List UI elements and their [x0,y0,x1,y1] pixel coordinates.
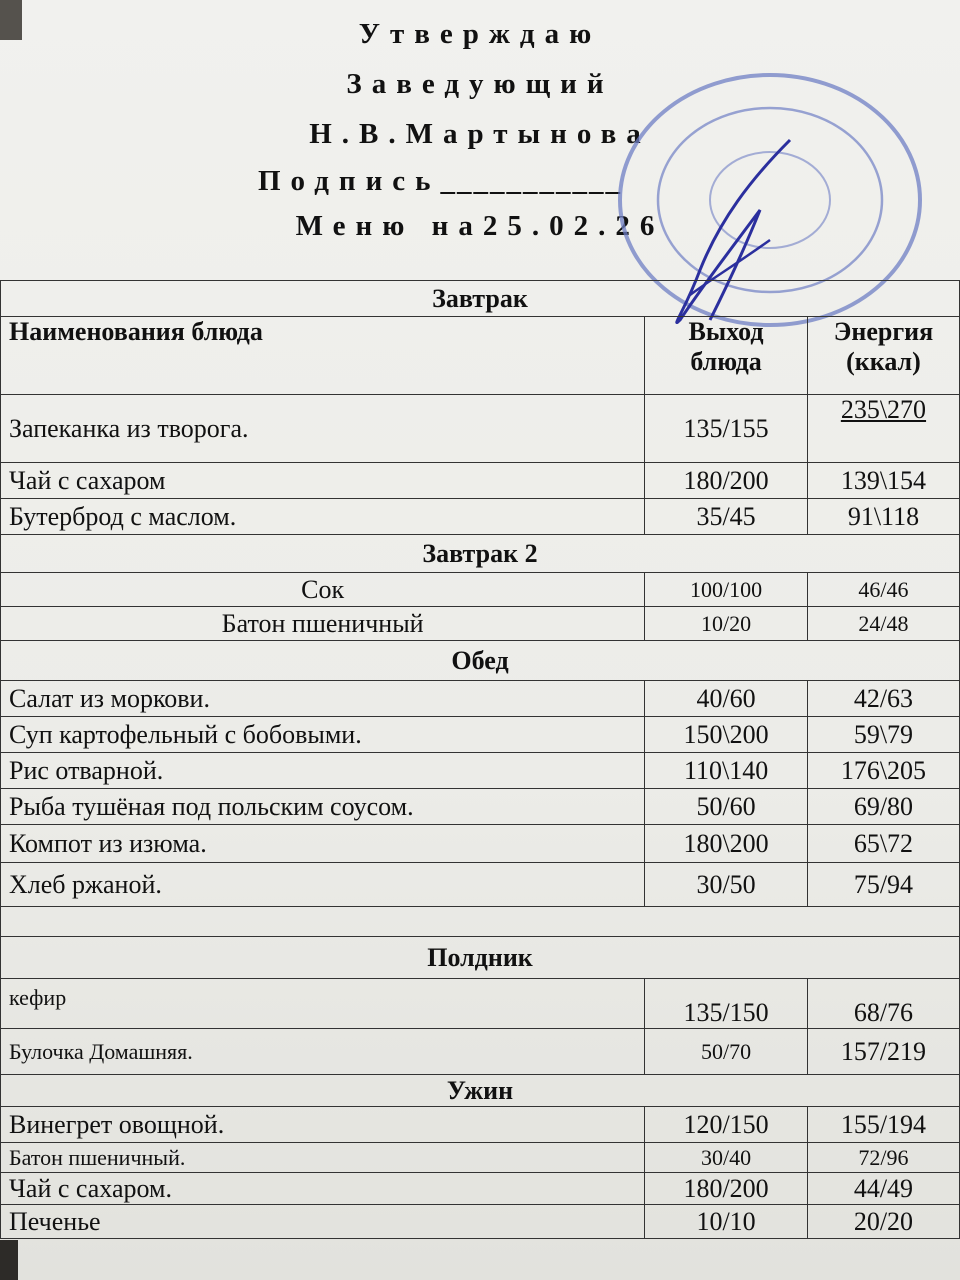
dish-name: Батон пшеничный. [1,1143,645,1173]
dish-energy: 46/46 [807,573,959,607]
column-header-yield: Выход блюда [645,317,808,395]
table-row [1,1143,960,1173]
dish-name: Печенье [1,1205,645,1239]
table-row [1,1205,960,1239]
dish-name: Рыба тушёная под польским соусом. [1,789,645,825]
dish-yield: 40/60 [645,681,808,717]
dish-energy: 69/80 [807,789,959,825]
dish-name: Чай с сахаром [1,463,645,499]
table-row [1,463,960,499]
empty-row [1,907,960,937]
dish-yield: 50/70 [645,1029,808,1075]
dish-name: Суп картофельный с бобовыми. [1,717,645,753]
dish-energy: 91\118 [807,499,959,535]
table-row [1,979,960,1029]
dish-yield: 10/10 [645,1205,808,1239]
background-edge [0,1240,18,1280]
dish-energy: 20/20 [807,1205,959,1239]
table-row [1,863,960,907]
column-header-name: Наименования блюда [1,317,645,395]
section-title-snack: Полдник [1,937,960,979]
dish-energy: 24/48 [807,607,959,641]
approve-label: Утверждаю [358,18,602,50]
dish-energy: 235\270 [807,395,959,463]
signature-line: Подпись___________ [257,165,623,197]
dish-name: Сок [1,573,645,607]
dish-yield: 100/100 [645,573,808,607]
table-header [1,317,960,395]
table-row [1,1173,960,1205]
dish-name: Винегрет овощной. [1,1107,645,1143]
dish-name: Компот из изюма. [1,825,645,863]
dish-yield: 10/20 [645,607,808,641]
table-row [1,717,960,753]
dish-name: Хлеб ржаной. [1,863,645,907]
section-title-breakfast: Завтрак [1,281,960,317]
table-row [1,573,960,607]
table-row [1,499,960,535]
dish-yield: 30/40 [645,1143,808,1173]
table-row [1,395,960,463]
dish-yield: 180/200 [645,1173,808,1205]
table-row [1,789,960,825]
dish-yield: 35/45 [645,499,808,535]
dish-yield: 180\200 [645,825,808,863]
section-title-dinner: Ужин [1,1075,960,1107]
dish-energy: 68/76 [807,979,959,1029]
dish-yield: 50/60 [645,789,808,825]
table-row [1,681,960,717]
dish-name: Салат из моркови. [1,681,645,717]
menu-title: Меню на25.02.26 [295,210,665,242]
dish-name: Рис отварной. [1,753,645,789]
dish-energy: 176\205 [807,753,959,789]
dish-name: Чай с сахаром. [1,1173,645,1205]
dish-name: Запеканка из творога. [1,395,645,463]
dish-energy: 72/96 [807,1143,959,1173]
dish-energy: 75/94 [807,863,959,907]
dish-energy: 65\72 [807,825,959,863]
dish-energy: 59\79 [807,717,959,753]
dish-name: кефир [1,979,645,1029]
dish-energy: 139\154 [807,463,959,499]
dish-yield: 150\200 [645,717,808,753]
dish-yield: 180/200 [645,463,808,499]
dish-yield: 30/50 [645,863,808,907]
dish-yield: 120/150 [645,1107,808,1143]
dish-energy: 155/194 [807,1107,959,1143]
dish-name: Булочка Домашняя. [1,1029,645,1075]
table-row [1,1029,960,1075]
table-row [1,607,960,641]
position-label: Заведующий [346,68,614,100]
dish-energy: 44/49 [807,1173,959,1205]
manager-name: Н.В.Мартынова [309,118,651,150]
dish-energy: 42/63 [807,681,959,717]
dish-name: Батон пшеничный [1,607,645,641]
dish-yield: 135/150 [645,979,808,1029]
dish-yield: 110\140 [645,753,808,789]
table-row [1,1107,960,1143]
table-row [1,825,960,863]
table-row [1,753,960,789]
menu-table [0,280,960,1239]
column-header-energy: Энергия (ккал) [807,317,959,395]
dish-yield: 135/155 [645,395,808,463]
section-title-lunch: Обед [1,641,960,681]
dish-name: Бутерброд с маслом. [1,499,645,535]
section-title-breakfast2: Завтрак 2 [1,535,960,573]
dish-energy: 157/219 [807,1029,959,1075]
